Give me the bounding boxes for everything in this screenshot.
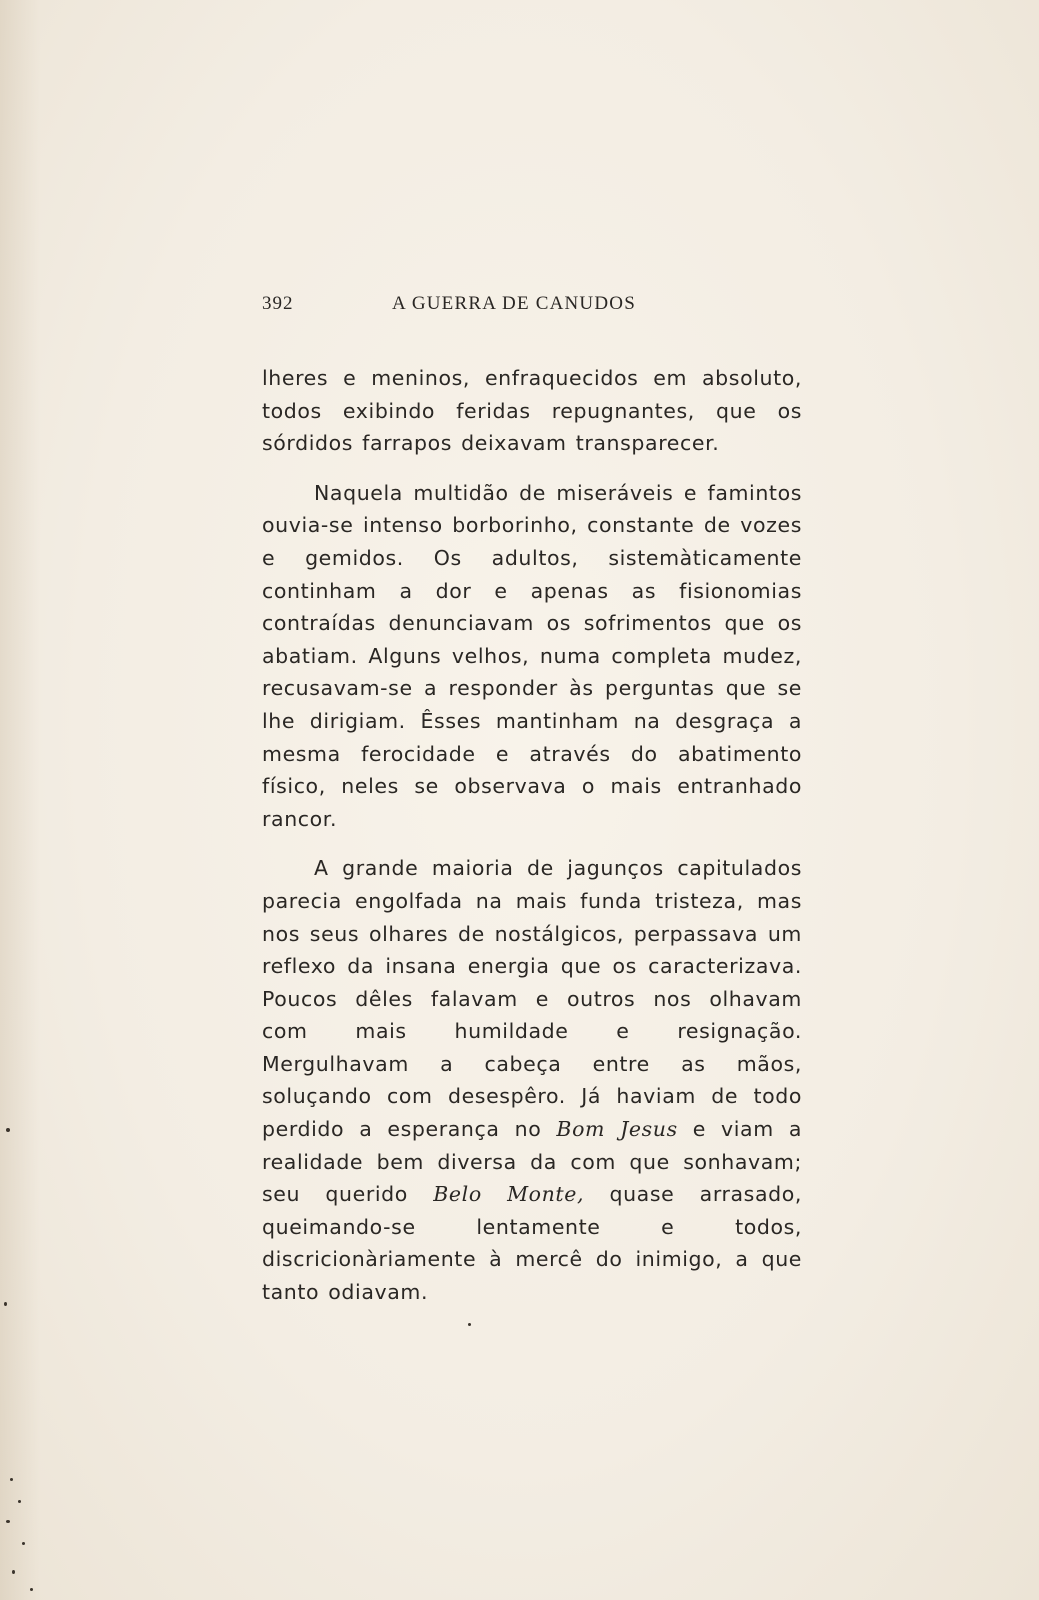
italic-belo-monte: Belo Monte, (433, 1182, 585, 1207)
paragraph-3-part-2: e viam a realidade bem diversa da com que sonhavam; seu querido (262, 1117, 802, 1207)
scan-speck (468, 1323, 471, 1326)
running-title: A GUERRA DE CANUDOS (392, 293, 636, 314)
paragraph-3-part-1: A grande maioria de jagunços capitulados parecia engolfada na mais funda tristeza, mas nos seus olhares de nostálgicos, perpassava um reflexo da insana energia que os caracterizava. Poucos dêles falavam e outros nos olhavam com mais humildade e resignação. Mergulhavam a cabeça entre as mãos, soluçando com desespêro. Já haviam de todo perdido a esperança no (262, 856, 802, 1142)
scan-speck (22, 1542, 25, 1545)
scan-speck (30, 1588, 33, 1591)
paragraph-3-part-3: quase arrasado, queimando-se lentamente e todos, discricionàriamente à mercê do inimigo, a que tanto odiavam. (262, 1182, 802, 1305)
running-header (262, 293, 802, 323)
scan-speck (4, 1302, 7, 1306)
paragraph-3 (262, 852, 802, 1308)
scan-speck (10, 1478, 13, 1481)
italic-bom-jesus: Bom Jesus (556, 1117, 678, 1142)
scan-speck (12, 1570, 15, 1574)
paragraph-1: lheres e meninos, enfraquecidos em absoluto, todos exibindo feridas repugnantes, que os sórdidos farrapos deixavam transparecer. (262, 366, 802, 456)
body-text (262, 362, 802, 1309)
scan-speck (6, 1128, 10, 1132)
page-edge-shadow (0, 0, 40, 1600)
page-number: 392 (262, 293, 294, 314)
paragraph-2: Naquela multidão de miseráveis e famintos ouvia-se intenso borborinho, constante de vozes e gemidos. Os adultos, sistemàticamente continham a dor e apenas as fisionomias contraídas denunciavam os sofrimentos que os abatiam. Alguns velhos, numa completa mudez, recusavam-se a responder às perguntas que se lhe dirigiam. Êsses mantinham na desgraça a mesma ferocidade e através do abatimento físico, neles se observava o mais entranhado rancor. (262, 480, 802, 831)
scan-speck (18, 1500, 21, 1503)
scan-speck (6, 1520, 10, 1523)
